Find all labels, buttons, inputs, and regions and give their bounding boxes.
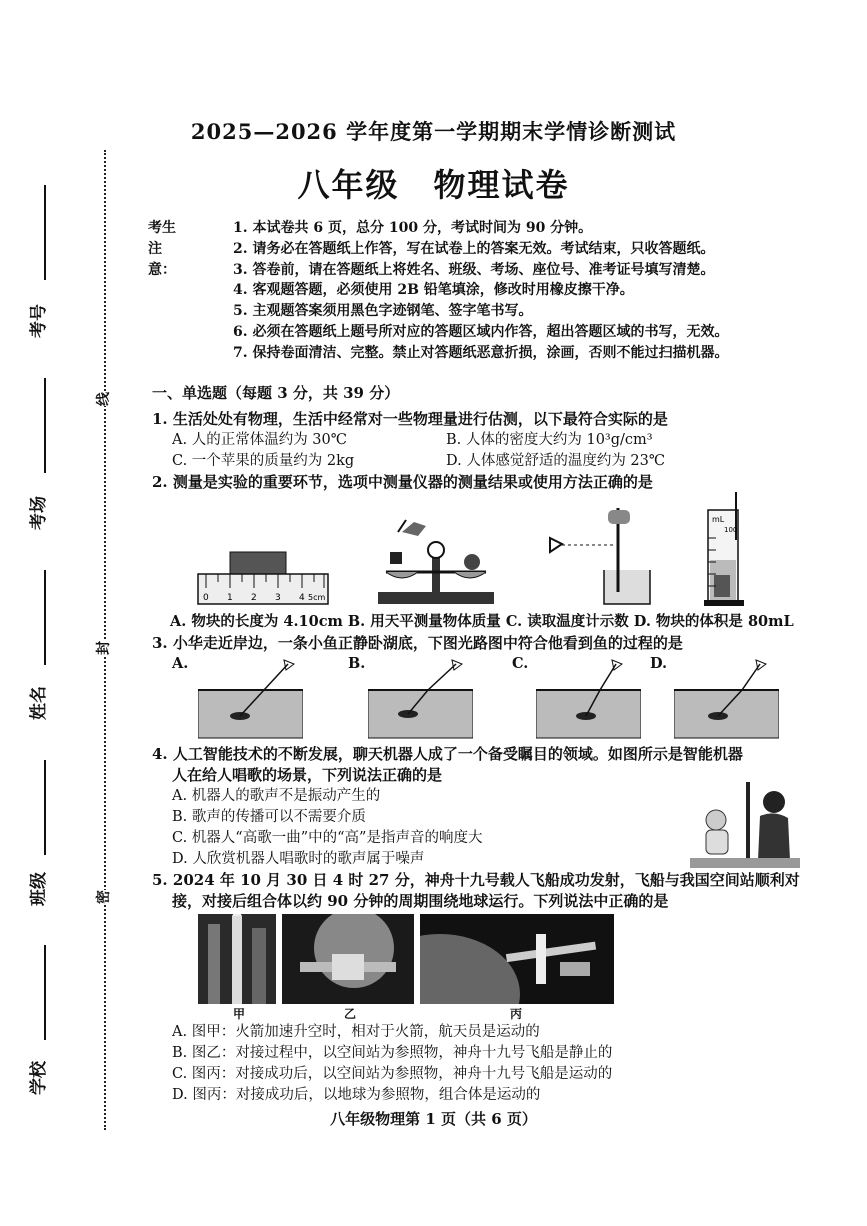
q3-label-d[interactable]: D. xyxy=(650,655,668,672)
img-label-bing: 丙 xyxy=(510,1007,523,1021)
q1-option-b[interactable]: B. 人体的密度大约为 10³g/cm³ xyxy=(446,432,653,448)
fill-line-class[interactable] xyxy=(44,760,46,855)
q3-diagram-c xyxy=(536,656,641,744)
docking-photo xyxy=(282,914,414,1008)
label-kaochang: 考场 xyxy=(29,496,49,530)
q3-diagram-b xyxy=(368,656,473,744)
balance-figure xyxy=(372,512,500,611)
ruler-tick: 0 xyxy=(203,593,209,603)
q5-stem-cont: 接，对接后组合体以约 90 分钟的周期围绕地球运行。下列说法中正确的是 xyxy=(172,892,669,910)
q5-option-a[interactable]: A. 图甲：火箭加速升空时，相对于火箭，航天员是运动的 xyxy=(172,1024,540,1040)
seal-mark-feng: 封 xyxy=(91,641,115,655)
notice-item: 2. 请务必在答题纸上作答，写在试卷上的答案无效。考试结束，只收答题纸。 xyxy=(233,240,715,257)
q2-stem: 2. 测量是实验的重要环节，选项中测量仪器的测量结果或使用方法正确的是 xyxy=(152,473,653,491)
seal-dotted-line xyxy=(104,150,106,1130)
q5-stem: 5. 2024 年 10 月 30 日 4 时 27 分，神舟十九号载人飞船成功发射，飞船与我国空间站顺利对 xyxy=(152,871,800,889)
notice-item: 6. 必须在答题纸上题号所对应的答题区域内作答，超出答题区域的书写，无效。 xyxy=(233,323,729,340)
q4-option-a[interactable]: A. 机器人的歌声不是振动产生的 xyxy=(172,788,381,804)
ruler-figure xyxy=(196,548,331,610)
q4-stem: 4. 人工智能技术的不断发展，聊天机器人成了一个备受瞩目的领域。如图所示是智能机器 xyxy=(152,745,743,763)
label-class: 班级 xyxy=(29,872,49,906)
measuring-cylinder-figure xyxy=(702,490,752,612)
notice-item: 4. 客观题答题，必须使用 2B 铅笔填涂，修改时用橡皮擦干净。 xyxy=(233,282,634,299)
q1-option-a[interactable]: A. 人的正常体温约为 30℃ xyxy=(172,432,347,448)
ruler-tick: 1 xyxy=(227,593,233,603)
notice-head: 考生注意： xyxy=(148,220,176,278)
robot-singing-figure xyxy=(690,780,800,872)
q3-label-c[interactable]: C. xyxy=(512,655,529,672)
q1-stem: 1. 生活处处有物理，生活中经常对一些物理量进行估测，以下最符合实际的是 xyxy=(152,410,668,428)
cylinder-mark: 100 xyxy=(724,526,738,534)
q1-option-d[interactable]: D. 人体感觉舒适的温度约为 23℃ xyxy=(446,453,666,469)
cylinder-unit: mL xyxy=(712,515,725,524)
ruler-tick: 3 xyxy=(275,593,281,603)
ruler-tick: 2 xyxy=(251,593,257,603)
ruler-tick: 5cm xyxy=(308,593,326,602)
q4-option-b[interactable]: B. 歌声的传播可以不需要介质 xyxy=(172,809,366,825)
station-earth-photo xyxy=(420,914,614,1008)
fill-line-name[interactable] xyxy=(44,570,46,665)
q1-option-c[interactable]: C. 一个苹果的质量约为 2kg xyxy=(172,453,355,469)
q4-stem-cont: 人在给人唱歌的场景，下列说法正确的是 xyxy=(172,766,443,784)
fill-line-kaochang[interactable] xyxy=(44,378,46,473)
rocket-photo xyxy=(198,914,276,1008)
notice-item: 5. 主观题答案须用黑色字迹钢笔、签字笔书写。 xyxy=(233,303,533,320)
q2-captions: A. 物块的长度为 4.10cm B. 用天平测量物体质量 C. 读取温度计示数 D. 物块的体积是 80mL xyxy=(170,613,794,630)
notice-item: 7. 保持卷面清洁、完整。禁止对答题纸恶意折损，涂画，否则不能过扫描机器。 xyxy=(233,344,729,361)
notice-item: 1. 本试卷共 6 页，总分 100 分，考试时间为 90 分钟。 xyxy=(233,220,593,236)
subject-title: 八年级 物理试卷 xyxy=(297,166,570,204)
q5-option-d[interactable]: D. 图丙：对接成功后，以地球为参照物，组合体是运动的 xyxy=(172,1087,541,1103)
ruler-tick: 4 xyxy=(299,593,305,603)
label-school: 学校 xyxy=(29,1061,49,1095)
notice-item: 3. 答卷前，请在答题纸上将姓名、班级、考场、座位号、准考证号填写清楚。 xyxy=(233,261,715,278)
label-name: 姓名 xyxy=(29,686,49,720)
seal-mark-xian: 线 xyxy=(91,392,115,406)
q3-stem: 3. 小华走近岸边，一条小鱼正静卧湖底，下图光路图中符合他看到鱼的过程的是 xyxy=(152,634,683,652)
q5-option-c[interactable]: C. 图丙：对接成功后，以空间站为参照物，神舟十九号飞船是运动的 xyxy=(172,1066,613,1082)
q5-option-b[interactable]: B. 图乙：对接过程中，以空间站为参照物，神舟十九号飞船是静止的 xyxy=(172,1045,613,1061)
q4-option-d[interactable]: D. 人欣赏机器人唱歌时的歌声属于噪声 xyxy=(172,851,425,867)
exam-title: 2025—2026 学年度第一学期期末学情诊断测试 xyxy=(190,119,677,144)
label-kaohao: 考号 xyxy=(29,304,49,338)
thermometer-figure xyxy=(548,500,668,612)
q3-label-b[interactable]: B. xyxy=(348,655,366,672)
page-footer: 八年级物理第 1 页（共 6 页） xyxy=(330,1110,537,1128)
q3-diagram-d xyxy=(674,656,779,744)
q3-label-a[interactable]: A. xyxy=(172,655,189,672)
img-label-yi: 乙 xyxy=(344,1007,357,1021)
seal-mark-mi: 密 xyxy=(91,890,115,904)
fill-line-school[interactable] xyxy=(44,945,46,1040)
img-label-jia: 甲 xyxy=(233,1007,246,1021)
q3-diagram-a xyxy=(198,656,303,744)
q4-option-c[interactable]: C. 机器人“高歌一曲”中的“高”是指声音的响度大 xyxy=(172,830,483,846)
section-heading: 一、单选题（每题 3 分，共 39 分） xyxy=(152,384,400,402)
